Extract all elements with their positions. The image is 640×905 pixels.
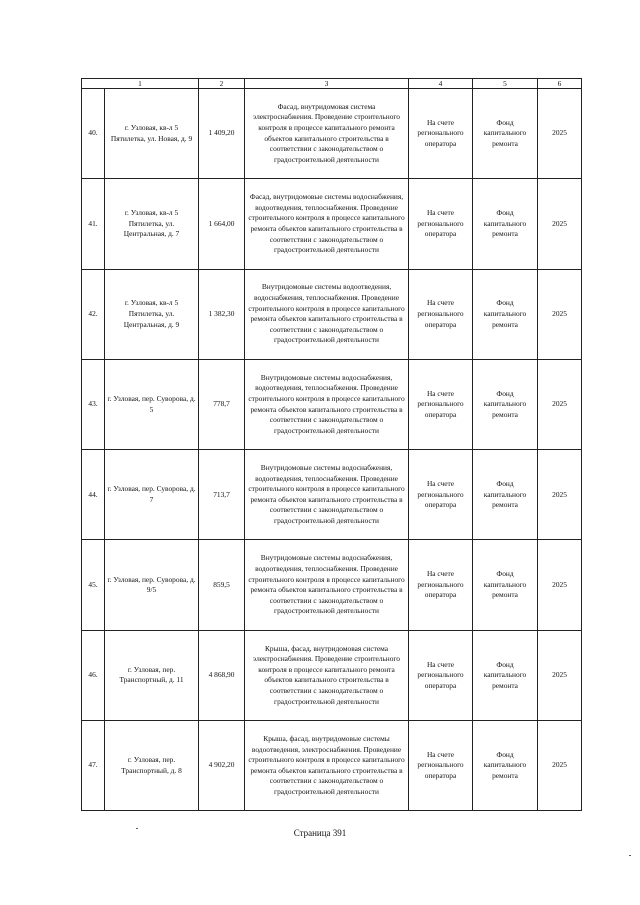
funding-source-cell: Фонд капитального ремонта <box>473 359 538 449</box>
row-number: 41. <box>82 179 105 269</box>
year-cell: 2025 <box>538 179 582 269</box>
year-cell: 2025 <box>538 359 582 449</box>
column-number-2: 2 <box>199 79 245 89</box>
funding-source-cell: Фонд капитального ремонта <box>473 721 538 811</box>
year-cell: 2025 <box>538 721 582 811</box>
funding-source-cell: Фонд капитального ремонта <box>473 540 538 630</box>
funding-source-cell: Фонд капитального ремонта <box>473 450 538 540</box>
account-cell: На счете регионального оператора <box>409 359 473 449</box>
row-number: 42. <box>82 269 105 359</box>
account-cell: На счете регионального оператора <box>409 179 473 269</box>
funding-source-cell: Фонд капитального ремонта <box>473 630 538 720</box>
cost-cell: 4 902,20 <box>199 721 245 811</box>
cost-cell: 859,5 <box>199 540 245 630</box>
column-number-row <box>82 79 582 89</box>
row-number: 40. <box>82 89 105 179</box>
scan-speck <box>629 855 631 856</box>
capital-repair-table <box>81 78 582 811</box>
column-number-1: 1 <box>82 79 199 89</box>
account-cell: На счете регионального оператора <box>409 540 473 630</box>
address-cell: г. Узловая, пер. Суворова, д. 5 <box>105 359 199 449</box>
work-description-cell: Внутридомовые системы водоснабжения, водоотведения, теплоснабжения. Проведение строительного контроля в процессе капитального ремонта объектов капитального строительства в соответствии с законодательством о градостроительной деятельности <box>245 450 409 540</box>
year-cell: 2025 <box>538 450 582 540</box>
account-cell: На счете регионального оператора <box>409 450 473 540</box>
work-description-cell: Крыша, фасад, внутридомовые системы водоотведения, электроснабжения. Проведение строительного контроля в процессе капитального ремонта объектов капитального строительства в соответствии с законодательством о градостроительной деятельности <box>245 721 409 811</box>
page-number: Страница 391 <box>293 828 347 838</box>
funding-source-cell: Фонд капитального ремонта <box>473 89 538 179</box>
table-row <box>82 450 582 540</box>
table-row <box>82 179 582 269</box>
work-description-cell: Фасад, внутридомовые системы водоснабжения, водоотведения, теплоснабжения. Проведение строительного контроля в процессе капитального ремонта объектов капитального строительства в соответствии с законодательством о градостроительной деятельности <box>245 179 409 269</box>
table-row <box>82 630 582 720</box>
funding-source-cell: Фонд капитального ремонта <box>473 269 538 359</box>
table-row <box>82 89 582 179</box>
account-cell: На счете регионального оператора <box>409 630 473 720</box>
column-number-3: 3 <box>245 79 409 89</box>
address-cell: г. Узловая, пер. Транспортный, д. 11 <box>105 630 199 720</box>
cost-cell: 4 868,90 <box>199 630 245 720</box>
work-description-cell: Внутридомовые системы водоснабжения, водоотведения, теплоснабжения. Проведение строительного контроля в процессе капитального ремонта объектов капитального строительства в соответствии с законодательством о градостроительной деятельности <box>245 540 409 630</box>
cost-cell: 1 409,20 <box>199 89 245 179</box>
table-row <box>82 269 582 359</box>
row-number: 44. <box>82 450 105 540</box>
row-number: 43. <box>82 359 105 449</box>
work-description-cell: Внутридомовые системы водоснабжения, водоотведения, теплоснабжения. Проведение строительного контроля в процессе капитального ремонта объектов капитального строительства в соответствии с законодательством о градостроительной деятельности <box>245 359 409 449</box>
table-row <box>82 721 582 811</box>
row-number: 47. <box>82 721 105 811</box>
year-cell: 2025 <box>538 630 582 720</box>
cost-cell: 778,7 <box>199 359 245 449</box>
column-number-6: 6 <box>538 79 582 89</box>
account-cell: На счете регионального оператора <box>409 721 473 811</box>
address-cell: г. Узловая, кв-л 5 Пятилетка, ул. Центральная, д. 7 <box>105 179 199 269</box>
account-cell: На счете регионального оператора <box>409 269 473 359</box>
work-description-cell: Фасад, внутридомовая система электроснабжения. Проведение строительного контроля в процессе капитального ремонта объектов капитального строительства в соответствии с законодательством о градостроительной деятельности <box>245 89 409 179</box>
row-number: 45. <box>82 540 105 630</box>
account-cell: На счете регионального оператора <box>409 89 473 179</box>
address-cell: г. Узловая, пер. Суворова, д. 9/5 <box>105 540 199 630</box>
cost-cell: 1 664,00 <box>199 179 245 269</box>
address-cell: г. Узловая, кв-л 5 Пятилетка, ул. Центральная, д. 9 <box>105 269 199 359</box>
table-row <box>82 359 582 449</box>
address-cell: г. Узловая, пер. Транспортный, д. 8 <box>105 721 199 811</box>
year-cell: 2025 <box>538 540 582 630</box>
row-number: 46. <box>82 630 105 720</box>
column-number-4: 4 <box>409 79 473 89</box>
cost-cell: 1 382,30 <box>199 269 245 359</box>
year-cell: 2025 <box>538 89 582 179</box>
funding-source-cell: Фонд капитального ремонта <box>473 179 538 269</box>
address-cell: г. Узловая, кв-л 5 Пятилетка, ул. Новая, д. 9 <box>105 89 199 179</box>
address-cell: г. Узловая, пер. Суворова, д. 7 <box>105 450 199 540</box>
work-description-cell: Крыша, фасад, внутридомовая система электроснабжения. Проведение строительного контроля в процессе капитального ремонта объектов капитального строительства в соответствии с законодательством о градостроительной деятельности <box>245 630 409 720</box>
table-row <box>82 540 582 630</box>
cost-cell: 713,7 <box>199 450 245 540</box>
column-number-5: 5 <box>473 79 538 89</box>
work-description-cell: Внутридомовые системы водоотведения, водоснабжения, теплоснабжения. Проведение строительного контроля в процессе капитального ремонта объектов капитального строительства в соответствии с законодательством о градостроительной деятельности <box>245 269 409 359</box>
year-cell: 2025 <box>538 269 582 359</box>
